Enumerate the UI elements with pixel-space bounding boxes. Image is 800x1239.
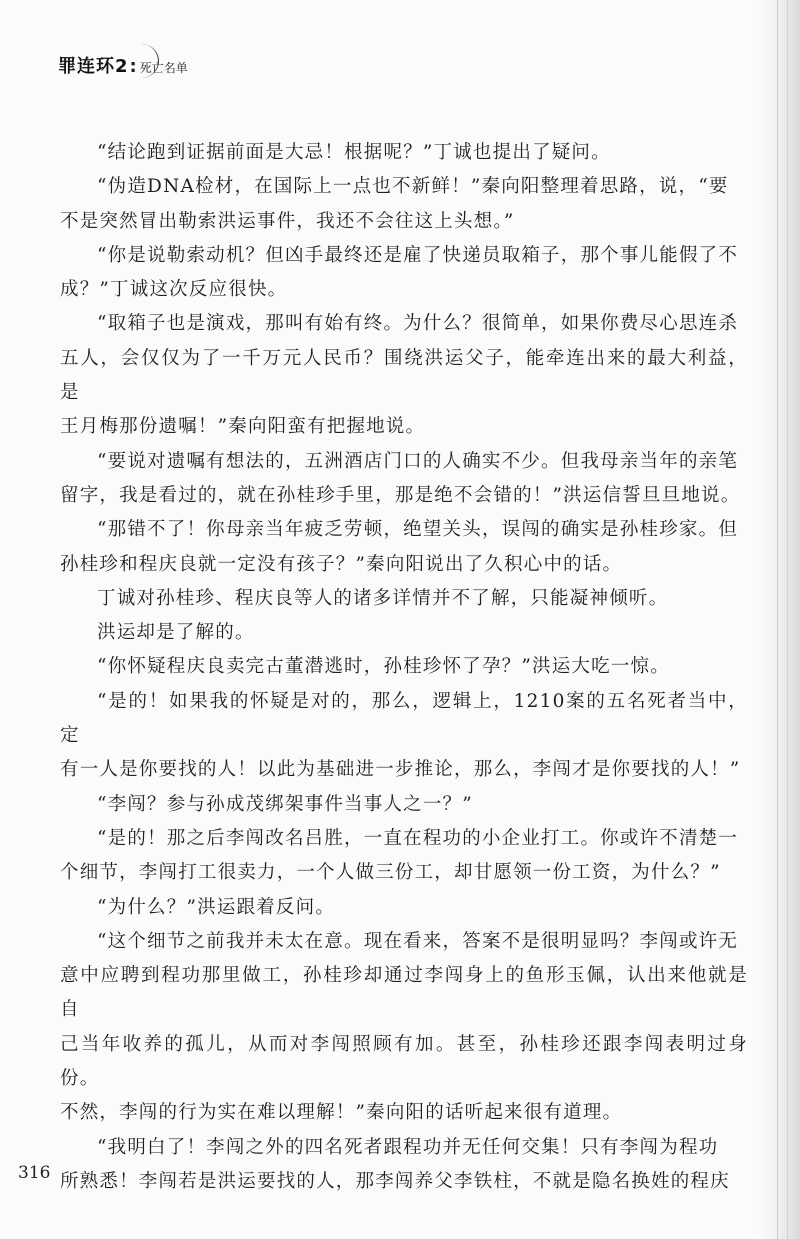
book-title: 罪连环2 bbox=[58, 56, 129, 77]
paragraph-10: “是的！如果我的怀疑是对的，那么，逻辑上，1210案的五名死者当中，定 有一人是你要找的人！以此为基础进一步推论，那么，李闯才是你要找的人！” bbox=[60, 690, 748, 781]
paragraph-8: 洪运却是了解的。 bbox=[97, 622, 255, 644]
paragraph-11: “李闯？参与孙成茂绑架事件当事人之一？” bbox=[97, 793, 473, 815]
paragraph-2: “伪造DNA检材，在国际上一点也不新鲜！”秦向阳整理着思路，说，“要 不是突然冒出勒索洪运事件，我还不会往这上头想。” bbox=[60, 176, 729, 232]
paragraph-1: “结论跑到证据前面是大忌！根据呢？”丁诚也提出了疑问。 bbox=[97, 142, 611, 163]
paragraph-12: “是的！那之后李闯改名吕胜，一直在程功的小企业打工。你或许不清楚一 个细节，李闯打工很卖力，一个人做三份工，却甘愿领一份工资，为什么？” bbox=[60, 827, 739, 884]
paragraph-7: 丁诚对孙桂珍、程庆良等人的诸多详情并不了解，只能凝神倾听。 bbox=[97, 587, 669, 609]
paragraph-5: “要说对遗嘱有想法的，五洲酒店门口的人确实不少。但我母亲当年的亲笔 留字，我是看过的，就在孙桂珍手里，那是绝不会错的！”洪运信誓旦旦地说。 bbox=[60, 450, 741, 506]
binding-line-outer bbox=[787, 0, 788, 1239]
running-header bbox=[58, 52, 188, 82]
binding-shadow bbox=[758, 0, 800, 1239]
paragraph-9: “你怀疑程庆良卖完古董潜逃时，孙桂珍怀了孕？”洪运大吃一惊。 bbox=[97, 656, 670, 678]
binding-line bbox=[777, 0, 778, 1239]
body-text bbox=[60, 136, 748, 1199]
paragraph-6: “那错不了！你母亲当年疲乏劳顿，绝望关头，误闯的确实是孙桂珍家。但 孙桂珍和程庆良就一定没有孩子？”秦向阳说出了久积心中的话。 bbox=[60, 519, 739, 575]
page-number: 316 bbox=[18, 1163, 51, 1183]
paragraph-3: “你是说勒索动机？但凶手最终还是雇了快递员取箱子，那个事儿能假了不 成？”丁诚这次反应很快。 bbox=[60, 244, 739, 301]
paragraph-13: “为什么？”洪运跟着反问。 bbox=[97, 896, 336, 918]
book-subtitle: 死亡名单 bbox=[139, 61, 188, 75]
paragraph-4: “取箱子也是演戏，那叫有始有终。为什么？很简单，如果你费尽心思连杀 五人，会仅仅为了一千万元人民币？围绕洪运父子，能牵连出来的最大利益，是 王月梅那份遗嘱！”秦向阳蛮有把握地说。 bbox=[60, 313, 748, 438]
paragraph-15: “我明白了！李闯之外的四名死者跟程功并无任何交集！只有李闯为程功 所熟悉！李闯若是洪运要找的人，那李闯养父李铁柱，不就是隐名换姓的程庆 bbox=[60, 1136, 730, 1192]
paragraph-14: “这个细节之前我并未太在意。现在看来，答案不是很明显吗？李闯或许无 意中应聘到程功那里做工，孙桂珍却通过李闯身上的鱼形玉佩，认出来他就是自 己当年收养的孤儿，从而对李闯照顾有加。甚至，孙桂珍还跟李闯表明过身份。 不然，李闯的行为实在难以理解！”秦向阳的话听起来很有道理。 bbox=[60, 930, 748, 1124]
title-colon: : bbox=[129, 56, 137, 77]
